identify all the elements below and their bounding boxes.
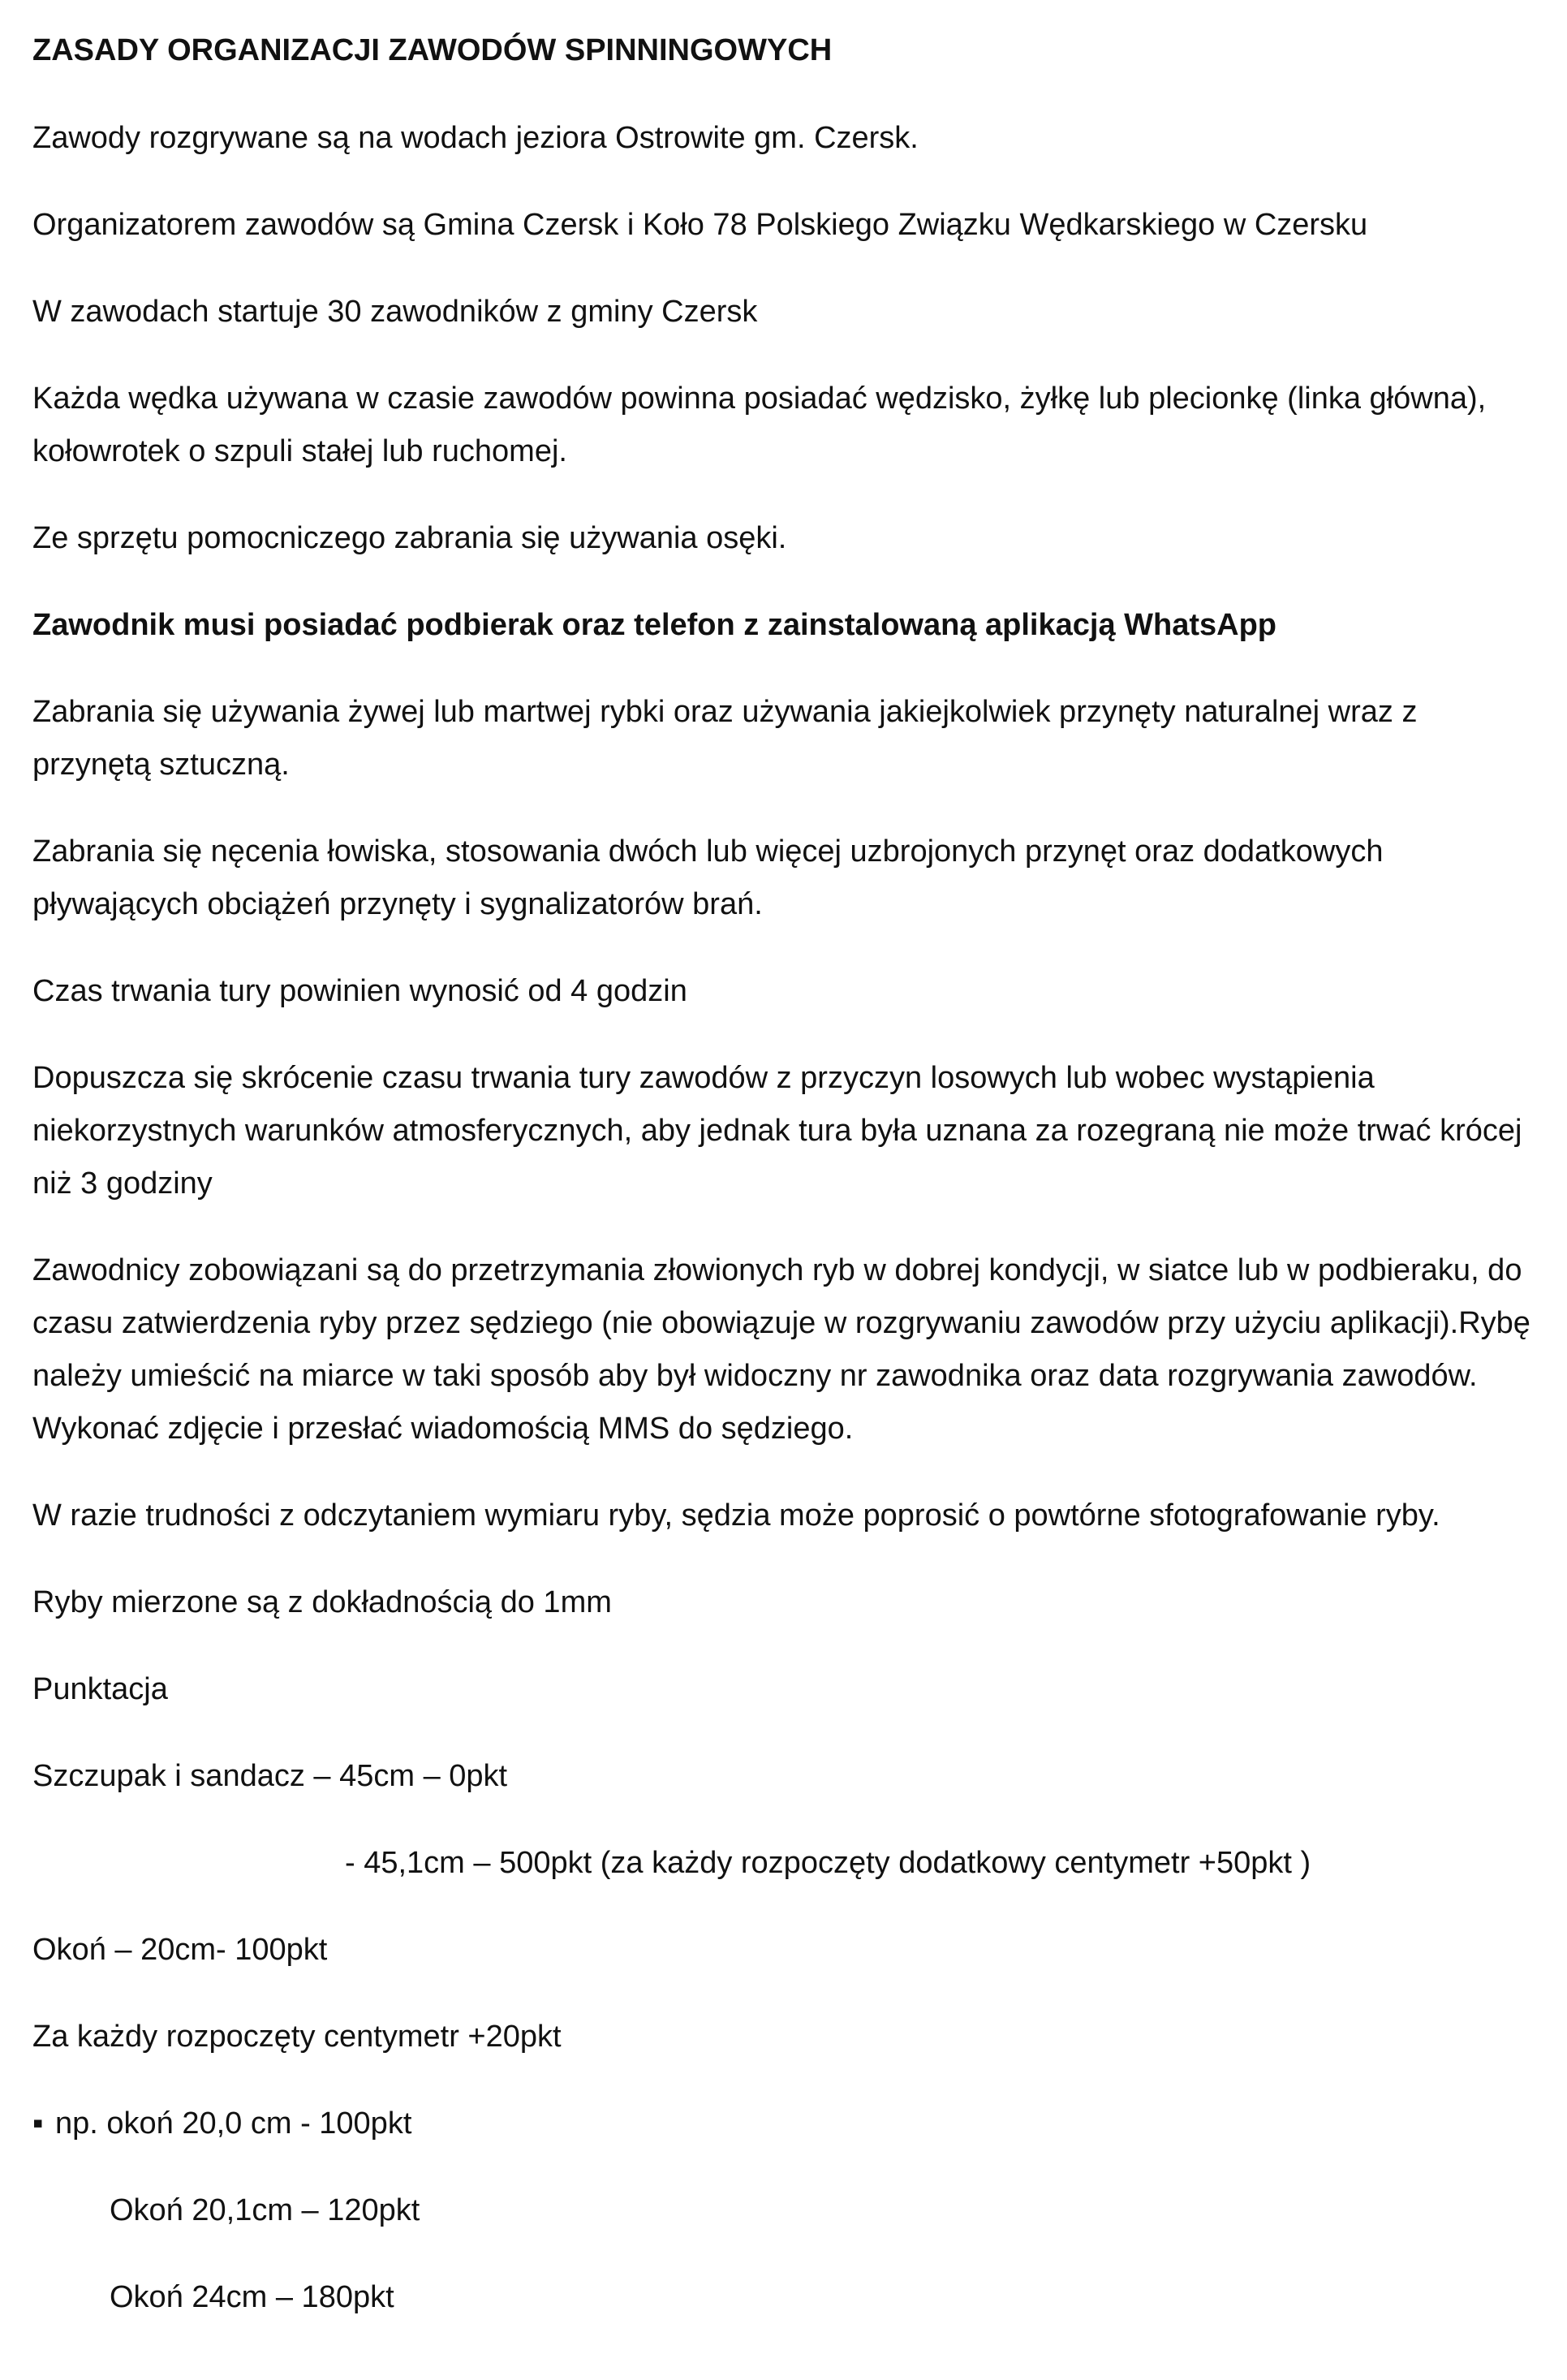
paragraph-baiting-ban: Zabrania się nęcenia łowiska, stosowania dwóch lub więcej uzbrojonych przynęt oraz dodatkowych pływających obciążeń przynęty i sygnalizatorów brań.: [32, 834, 1384, 921]
paragraph-required-gear: Zawodnik musi posiadać podbierak oraz telefon z zainstalowaną aplikacją WhatsApp: [32, 608, 1277, 642]
paragraph-photo-retake: W razie trudności z odczytaniem wymiaru ryby, sędzia może poprosić o powtórne sfotografowanie ryby.: [32, 1498, 1440, 1533]
paragraph-equipment: Każda wędka używana w czasie zawodów powinna posiadać wędzisko, żyłkę lub plecionkę (linka główna), kołowrotek o szpuli stałej lub ruchomej.: [32, 382, 1487, 468]
document-page: [32, 24, 1542, 2358]
scoring-perch-per-cm: Za każdy rozpoczęty centymetr +20pkt: [32, 2020, 562, 2054]
scoring-example-text: np. okoń 20,0 cm - 100pkt: [55, 2106, 412, 2141]
scoring-pike-zander-bonus: - 45,1cm – 500pkt (za każdy rozpoczęty dodatkowy centymetr +50pkt ): [345, 1846, 1311, 1880]
paragraph-gaff-ban: Ze sprzętu pomocniczego zabrania się używania osęki.: [32, 521, 787, 555]
scoring-perch: Okoń – 20cm- 100pkt: [32, 1933, 328, 1967]
paragraph-measurement: Ryby mierzone są z dokładnością do 1mm: [32, 1585, 612, 1619]
scoring-example-perch-20-1: Okoń 20,1cm – 120pkt: [110, 2193, 420, 2227]
paragraph-organizers: Organizatorem zawodów są Gmina Czersk i Koło 78 Polskiego Związku Wędkarskiego w Czersku: [32, 208, 1368, 242]
scoring-example-perch-24: Okoń 24cm – 180pkt: [110, 2280, 394, 2314]
scoring-example-item: [32, 2098, 1542, 2150]
scoring-heading: Punktacja: [32, 1672, 168, 1706]
scoring-pike-zander: Szczupak i sandacz – 45cm – 0pkt: [32, 1759, 508, 1793]
paragraph-venue: Zawody rozgrywane są na wodach jeziora Ostrowite gm. Czersk.: [32, 121, 919, 155]
bullet-square-icon: ▪: [32, 2106, 44, 2141]
paragraph-round-shortening: Dopuszcza się skrócenie czasu trwania tury zawodów z przyczyn losowych lub wobec wystąpienia niekorzystnych warunków atmosferycznych, aby jednak tura była uznana za rozegraną nie może trwać krócej niż 3 godziny: [32, 1061, 1522, 1201]
document-title: ZASADY ORGANIZACJI ZAWODÓW SPINNINGOWYCH: [32, 33, 833, 67]
paragraph-round-duration: Czas trwania tury powinien wynosić od 4 godzin: [32, 974, 687, 1008]
paragraph-fish-handling: Zawodnicy zobowiązani są do przetrzymania złowionych ryb w dobrej kondycji, w siatce lub w podbieraku, do czasu zatwierdzenia ryby przez sędziego (nie obowiązuje w rozgrywaniu zawodów przy użyciu aplikacji).Rybę należy umieścić na miarce w taki sposób aby był widoczny nr zawodnika oraz data rozgrywania zawodów. Wykonać zdjęcie i przesłać wiadomością MMS do sędziego.: [32, 1253, 1530, 1446]
paragraph-participants: W zawodach startuje 30 zawodników z gminy Czersk: [32, 295, 758, 329]
paragraph-bait-ban: Zabrania się używania żywej lub martwej rybki oraz używania jakiejkolwiek przynęty naturalnej wraz z przynętą sztuczną.: [32, 695, 1418, 782]
